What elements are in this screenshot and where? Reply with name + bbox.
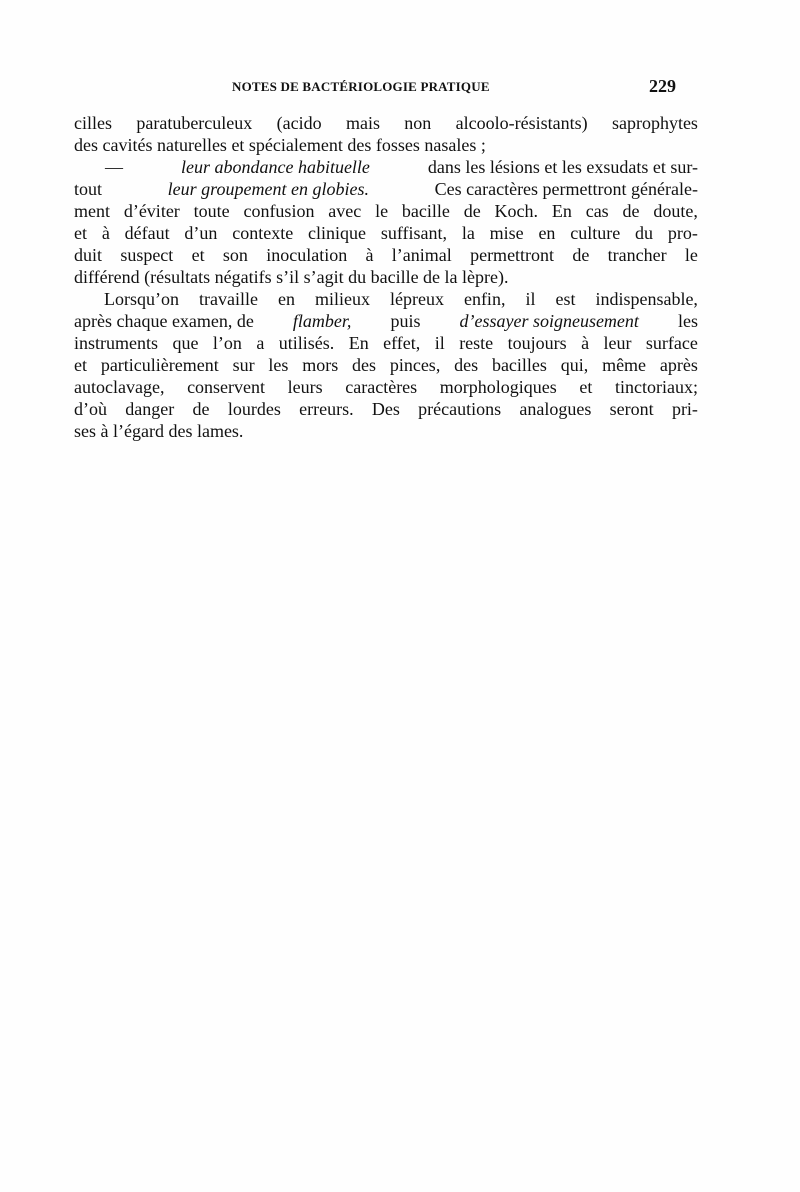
text-segment: les [673, 311, 698, 331]
word: d’où [74, 399, 107, 419]
word: confusion [243, 201, 315, 221]
word: suffisant, [380, 223, 447, 243]
word: l’on [212, 333, 242, 353]
word: indispensable, [595, 289, 698, 309]
word: à [365, 245, 374, 265]
word: de [463, 201, 481, 221]
word: saprophytes [611, 113, 698, 133]
text-line [74, 156, 698, 178]
word: utilisés. [278, 333, 335, 353]
word: des [352, 355, 377, 375]
text-line [74, 112, 698, 134]
word: mais [345, 113, 380, 133]
word: et [74, 223, 87, 243]
running-head: NOTES DE BACTÉRIOLOGIE PRATIQUE [232, 79, 490, 94]
word: et [74, 355, 87, 375]
word: pro- [667, 223, 698, 243]
word: clinique [308, 223, 367, 243]
word: de [622, 201, 640, 221]
word: contexte [232, 223, 294, 243]
word: conservent [187, 377, 266, 397]
word: erreurs. [299, 399, 354, 419]
word: alcoolo-résistants) [455, 113, 588, 133]
word: de [192, 399, 210, 419]
word: travaille [199, 289, 258, 309]
word: lépreux [389, 289, 444, 309]
text-line [74, 310, 698, 332]
word: et [579, 377, 593, 397]
text-line [74, 178, 698, 200]
text-segment: après chaque examen, de [74, 311, 259, 331]
word: après [659, 355, 698, 375]
word: toujours [507, 333, 567, 353]
text-line: ses à l’égard des lames. [74, 421, 244, 441]
word: à [581, 333, 590, 353]
word: a [256, 333, 265, 353]
word: danger [125, 399, 175, 419]
word: Des [371, 399, 400, 419]
text-segment: dans les lésions et les exsudats et sur- [423, 157, 698, 177]
italic-segment: leur groupement en globies. [167, 179, 369, 199]
word: permettront [470, 245, 555, 265]
word: il [525, 289, 536, 309]
word: des [454, 355, 479, 375]
body-text [74, 112, 698, 442]
word: mors [302, 355, 339, 375]
word: est [555, 289, 576, 309]
text-line [74, 288, 698, 310]
word: de [572, 245, 590, 265]
word: surface [645, 333, 698, 353]
text-line [74, 398, 698, 420]
text-line [74, 222, 698, 244]
word: particulièrement [100, 355, 219, 375]
word: (acido [276, 113, 322, 133]
word: effet, [383, 333, 421, 353]
word: défaut [124, 223, 170, 243]
text-line [74, 376, 698, 398]
text-segment: puis [385, 311, 425, 331]
page-number: 229 [649, 76, 676, 96]
word: En [348, 333, 369, 353]
word: caractères [345, 377, 418, 397]
word: cilles [74, 113, 112, 133]
word: doute, [653, 201, 698, 221]
word: pinces, [389, 355, 441, 375]
word: que [172, 333, 199, 353]
word: Lorsqu’on [104, 289, 179, 309]
word: précautions [418, 399, 502, 419]
word: cas [585, 201, 609, 221]
word: son [222, 245, 248, 265]
word: bacille [401, 201, 450, 221]
word: ment [74, 201, 110, 221]
word: duit [74, 245, 103, 265]
word: instruments [74, 333, 158, 353]
word: seront [609, 399, 654, 419]
word: avec [328, 201, 362, 221]
text-segment: tout [74, 179, 107, 199]
word: la [461, 223, 475, 243]
word: morphologiques [439, 377, 557, 397]
word: du [635, 223, 654, 243]
word: Koch. [494, 201, 539, 221]
word: En [551, 201, 572, 221]
text-line [74, 200, 698, 222]
text-line [74, 354, 698, 376]
word: sur [232, 355, 255, 375]
italic-segment: flamber, [292, 311, 352, 331]
word: à [101, 223, 110, 243]
word: et [191, 245, 205, 265]
word: en [538, 223, 556, 243]
text-line [74, 332, 698, 354]
word: l’animal [391, 245, 452, 265]
word: paratuberculeux [136, 113, 253, 133]
word: leurs [287, 377, 323, 397]
text-line: différend (résultats négatifs s’il s’agit du bacille de la lèpre). [74, 267, 509, 287]
word: tinctoriaux; [615, 377, 698, 397]
word: inoculation [266, 245, 348, 265]
word: trancher [607, 245, 667, 265]
word: même [602, 355, 647, 375]
text-line: des cavités naturelles et spécialement des fosses nasales ; [74, 135, 486, 155]
word: mise [489, 223, 524, 243]
word: d’éviter [123, 201, 180, 221]
text-segment: Ces caractères permettront générale- [430, 179, 698, 199]
text-line [74, 244, 698, 266]
italic-segment: leur abondance habituelle [180, 157, 370, 177]
word: autoclavage, [74, 377, 165, 397]
italic-segment: d’essayer soigneusement [459, 311, 639, 331]
word: le [375, 201, 389, 221]
word: leur [603, 333, 632, 353]
word: en [277, 289, 295, 309]
word: qui, [560, 355, 589, 375]
word: milieux [314, 289, 370, 309]
word: suspect [120, 245, 174, 265]
word: analogues [519, 399, 592, 419]
word: culture [570, 223, 621, 243]
word: non [404, 113, 432, 133]
word: toute [193, 201, 230, 221]
word: reste [459, 333, 494, 353]
word: les [268, 355, 289, 375]
word: enfin, [463, 289, 506, 309]
word: il [434, 333, 445, 353]
word: le [684, 245, 698, 265]
word: lourdes [227, 399, 281, 419]
word: bacilles [491, 355, 547, 375]
word: d’un [184, 223, 218, 243]
text-segment: — [105, 157, 128, 177]
word: pri- [671, 399, 698, 419]
